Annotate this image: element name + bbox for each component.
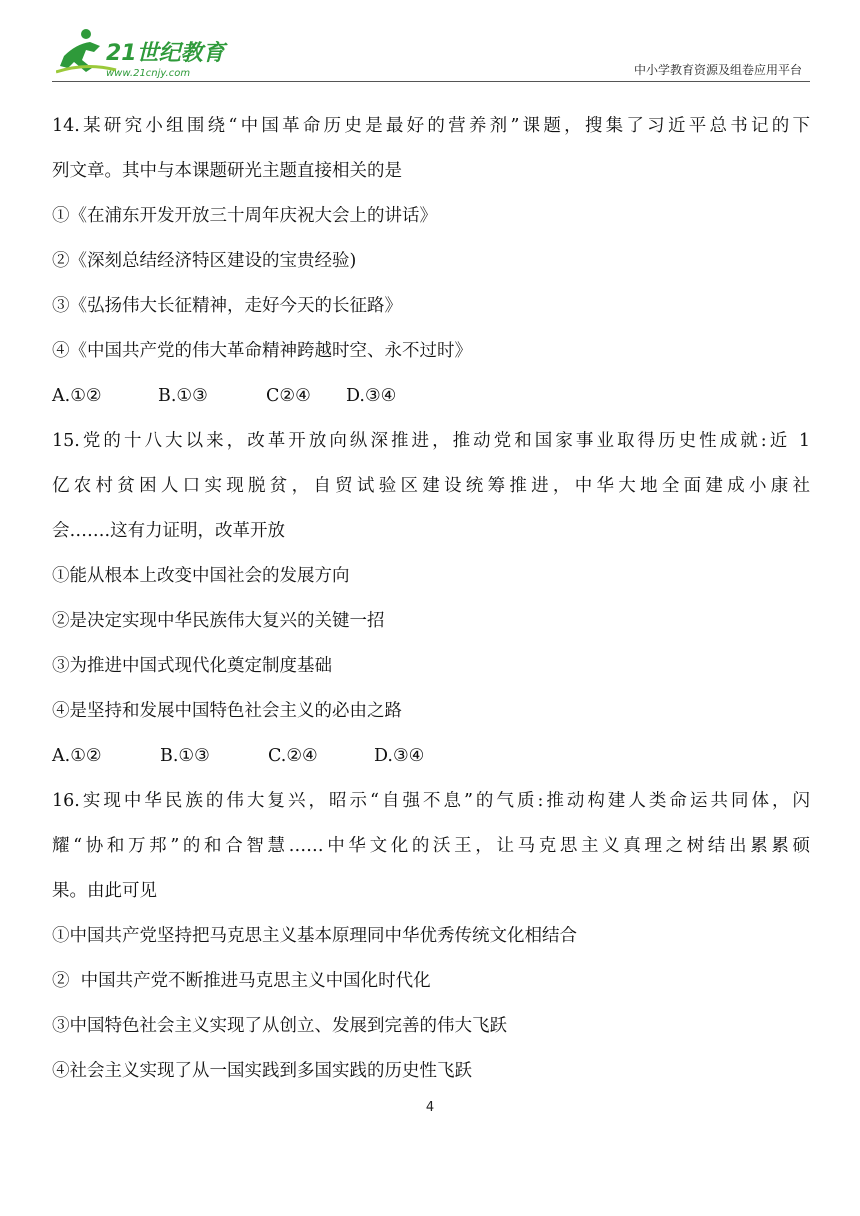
statement-item: ② 中国共产党不断推进马克思主义中国化时代化 [52,971,431,991]
statement-item: ③《弘扬伟大长征精神，走好今天的长征路》 [52,296,402,316]
option-d: D.③④ [374,746,425,766]
question-stem-line: 列文章。其中与本课题研光主题直接相关的是 [52,161,402,181]
question-14 [52,104,810,419]
question-stem-line: 16.实现中华民族的伟大复兴，昭示“自强不息”的气质:推动构建人类命运共同体，闪 [52,791,810,811]
page-number: 4 [425,1100,435,1115]
question-stem-line: 会…….这有力证明，改革开放 [52,521,286,541]
statement-item: ④《中国共产党的伟大革命精神跨越时空、永不过时》 [52,341,472,361]
option-b: B.①③ [158,386,208,406]
logo [56,26,256,82]
statement-item: ②是决定实现中华民族伟大复兴的关键一招 [52,611,385,631]
logo-text: 21世纪教育 [106,41,225,66]
header-divider [52,81,810,82]
statement-item: ②《深刻总结经济特区建设的宝贵经验) [52,251,357,271]
statement-item: ①《在浦东开发开放三十周年庆祝大会上的讲话》 [52,206,437,226]
question-15 [52,419,810,779]
statement-item: ①能从根本上改变中国社会的发展方向 [52,566,350,586]
answer-options [52,374,810,419]
question-stem-line: 15.党的十八大以来，改革开放向纵深推进，推动党和国家事业取得历史性成就:近 1 [52,431,810,451]
statement-item: ③为推进中国式现代化奠定制度基础 [52,656,332,676]
question-stem-line: 亿农村贫困人口实现脱贫，自贸试验区建设统筹推进，中华大地全面建成小康社 [52,476,810,496]
option-c: C②④ [266,386,311,406]
statement-item: ③中国特色社会主义实现了从创立、发展到完善的伟大飞跃 [52,1016,507,1036]
option-a: A.①② [52,386,102,406]
question-stem-line: 14.某研究小组围绕“中国革命历史是最好的营养剂”课题，搜集了习近平总书记的下 [52,116,810,136]
option-a: A.①② [52,746,102,766]
document-body [52,104,810,1094]
statement-item: ④是坚持和发展中国特色社会主义的必由之路 [52,701,402,721]
option-d: D.③④ [346,386,397,406]
question-stem-line: 果。由此可见 [52,881,157,901]
statement-item: ④社会主义实现了从一国实践到多国实践的历史性飞跃 [52,1061,472,1081]
option-b: B.①③ [160,746,210,766]
logo-url: www.21cnjy.com [106,68,191,79]
header-platform-text: 中小学教育资源及组卷应用平台 [633,63,802,77]
option-c: C.②④ [268,746,318,766]
answer-options [52,734,810,779]
page-header [0,0,860,90]
question-stem-line: 耀“协和万邦”的和合智慧……中华文化的沃王，让马克思主义真理之树结出累累硕 [52,836,810,856]
statement-item: ①中国共产党坚持把马克思主义基本原理同中华优秀传统文化相结合 [52,926,577,946]
question-16 [52,779,810,1094]
